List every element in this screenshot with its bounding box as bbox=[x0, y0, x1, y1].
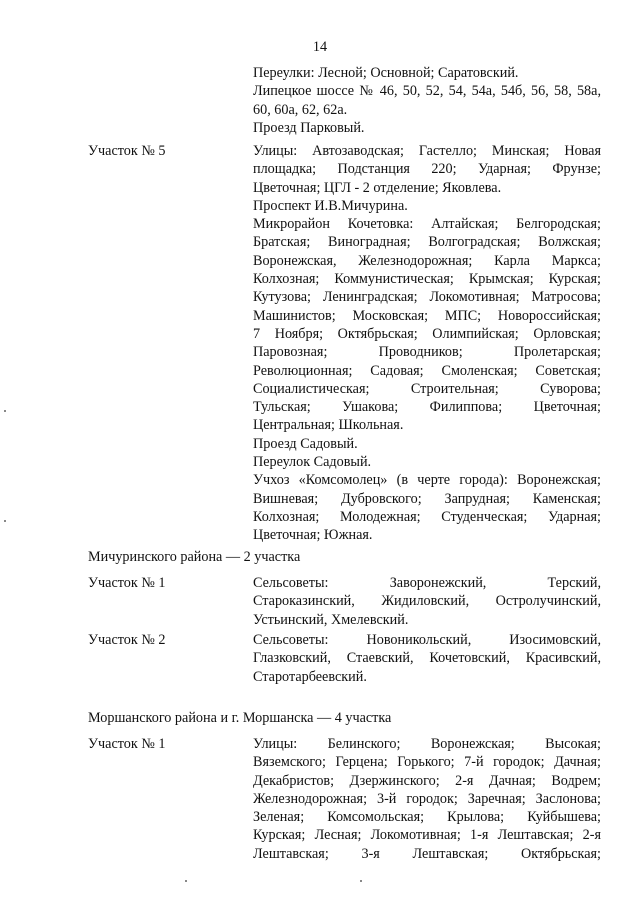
text-line: Липецкое шоссе № 46, 50, 52, 54, 54а, 54б, 56, 58, 58а, bbox=[253, 83, 601, 100]
text-line: Центральная; Школьная. bbox=[253, 417, 404, 434]
text-line: Устьинский, Хмелевский. bbox=[253, 611, 409, 628]
block3-text bbox=[253, 631, 601, 686]
text-line: Машинистов; Московская; МПС; Новороссийская; bbox=[253, 307, 601, 324]
text-line: Сельсоветы: Новоникольский, Изосимовский, bbox=[253, 632, 601, 648]
text-line: Улицы: Белинского; Воронежская; Высокая; bbox=[253, 736, 601, 752]
block4-text bbox=[253, 735, 601, 863]
scan-speck bbox=[4, 520, 6, 522]
text-line: площадка; Подстанция 220; Ударная; Фрунзе; bbox=[253, 161, 601, 178]
text-line: Колхозная; Молодежная; Студенческая; Ударная; bbox=[253, 508, 601, 525]
text-line: Цветочная; ЦГЛ - 2 отделение; Яковлева. bbox=[253, 179, 502, 196]
text-line: Кутузова; Ленинградская; Локомотивная; Матросова; bbox=[253, 289, 601, 306]
page-number: 14 bbox=[312, 39, 328, 55]
text-line: Переулки: Лесной; Основной; Саратовский. bbox=[253, 65, 519, 81]
section-heading-michurinsk: Мичуринского района — 2 участка bbox=[88, 549, 301, 565]
text-line: Революционная; Садовая; Смоленская; Советская; bbox=[253, 362, 601, 379]
text-line: Староказинский, Жидиловский, Остролучинский, bbox=[253, 593, 601, 610]
text-line: Проспект И.В.Мичурина. bbox=[253, 197, 408, 214]
block0-text bbox=[253, 64, 601, 137]
text-line: Лештавская; 3-я Лештавская; Октябрьская; bbox=[253, 845, 601, 862]
text-line: Проезд Садовый. bbox=[253, 435, 358, 452]
text-line: Социалистическая; Строительная; Суворова; bbox=[253, 380, 601, 397]
block1-text bbox=[253, 142, 601, 545]
scan-speck bbox=[185, 880, 187, 882]
text-line: Глазковский, Стаевский, Кочетовский, Красивский, bbox=[253, 650, 601, 667]
text-line: Вишневая; Дубровского; Запрудная; Каменская; bbox=[253, 490, 601, 507]
block1-label: Участок № 5 bbox=[88, 143, 166, 159]
text-line: Учхоз «Комсомолец» (в черте города): Воронежская; bbox=[253, 472, 601, 489]
text-line: Проезд Парковый. bbox=[253, 119, 365, 136]
text-line: Братская; Виноградная; Волгоградская; Волжская; bbox=[253, 234, 601, 251]
scan-speck bbox=[360, 880, 362, 882]
text-line: Цветочная; Южная. bbox=[253, 527, 373, 544]
text-line: 60, 60а, 62, 62а. bbox=[253, 101, 348, 118]
text-line: Тульская; Ушакова; Филиппова; Цветочная; bbox=[253, 399, 601, 416]
text-line: Улицы: Автозаводская; Гастелло; Минская; Новая bbox=[253, 143, 601, 159]
text-line: Сельсоветы: Заворонежский, Терский, bbox=[253, 575, 601, 591]
text-line: Микрорайон Кочетовка: Алтайская; Белгородская; bbox=[253, 216, 601, 233]
text-line: Старотарбеевский. bbox=[253, 668, 367, 685]
text-line: Вяземского; Герцена; Горького; 7-й городок; Дачная; bbox=[253, 754, 601, 771]
text-line: Паровозная; Проводников; Пролетарская; bbox=[253, 344, 601, 361]
text-line: Переулок Садовый. bbox=[253, 454, 372, 471]
block2-text bbox=[253, 574, 601, 629]
text-line: 7 Ноября; Октябрьская; Олимпийская; Орловская; bbox=[253, 325, 601, 342]
block4-label: Участок № 1 bbox=[88, 736, 166, 752]
block2-label: Участок № 1 bbox=[88, 575, 166, 591]
block3-label: Участок № 2 bbox=[88, 632, 166, 648]
scan-speck bbox=[4, 410, 6, 412]
text-line: Декабристов; Дзержинского; 2-я Дачная; Водрем; bbox=[253, 772, 601, 789]
text-line: Курская; Лесная; Локомотивная; 1-я Лештавская; 2-я bbox=[253, 827, 601, 844]
text-line: Железнодорожная; 3-й городок; Заречная; Заслонова; bbox=[253, 790, 601, 807]
text-line: Колхозная; Коммунистическая; Крымская; Курская; bbox=[253, 271, 601, 288]
section-heading-morshansk: Моршанского района и г. Моршанска — 4 участка bbox=[88, 710, 392, 726]
text-line: Зеленая; Комсомольская; Крылова; Куйбышева; bbox=[253, 809, 601, 826]
text-line: Воронежская, Железнодорожная; Карла Маркса; bbox=[253, 252, 601, 269]
